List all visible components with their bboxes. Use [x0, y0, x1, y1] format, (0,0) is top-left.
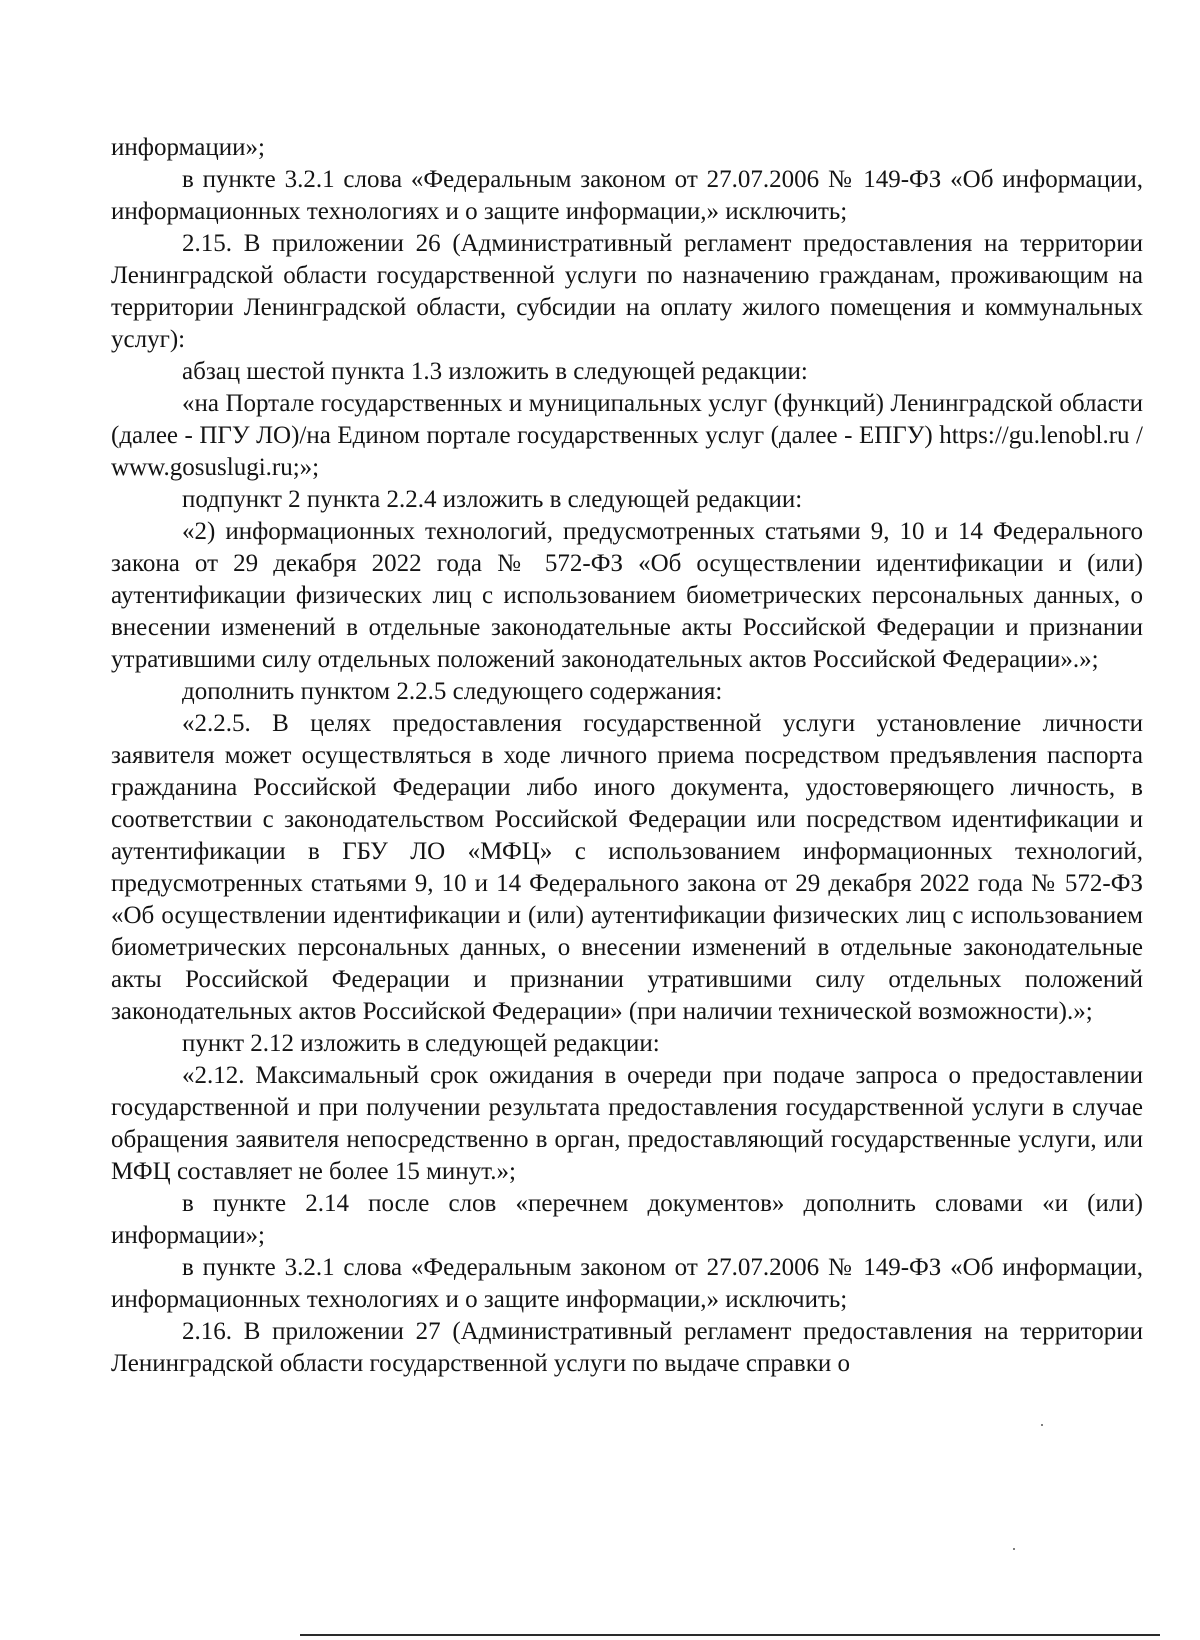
paragraph-2-12-text: «2.12. Максимальный срок ожидания в очереди при подаче запроса о предоставлении государственной и при получении результата предоставления государственной услуги в случае обращения заявителя непосредственно в орган, предоставляющий государственные услуги, или МФЦ составляет не более 15 минут.»; — [111, 1062, 1143, 1185]
paragraph-3-2-1-first: в пункте 3.2.1 слова «Федеральным законом от 27.07.2006 № 149-ФЗ «Об информации, информационных технологиях и о защите информации,» исключить; — [111, 166, 1143, 225]
paragraph-2-2-5-intro: дополнить пунктом 2.2.5 следующего содержания: — [182, 678, 723, 705]
paragraph-2-2-5-text: «2.2.5. В целях предоставления государственной услуги установление личности заявителя может осуществляться в ходе личного приема посредством предъявления паспорта гражданина Российской Федерации либо иного документа, удостоверяющего личность, в соответствии с законодательством Российской Федерации или посредством идентификации и аутентификации в ГБУ ЛО «МФЦ» с использованием информационных технологий, предусмотренных статьями 9, 10 и 14 Федерального закона от 29 декабря 2022 года № 572-ФЗ «Об осуществлении идентификации и (или) аутентификации физических лиц с использованием биометрических персональных данных, о внесении изменений в отдельные законодательные акты Российской Федерации и признании утратившими силу отдельных положений законодательных актов Российской Федерации» (при наличии технической возможности).»; — [111, 710, 1143, 1025]
paragraph-2-12-intro: пункт 2.12 изложить в следующей редакции: — [182, 1030, 660, 1057]
paragraph-2-14: в пункте 2.14 после слов «перечнем документов» дополнить словами «и (или) информации»; — [111, 1190, 1143, 1249]
paragraph-2-15: 2.15. В приложении 26 (Административный регламент предоставления на территории Ленинградской области государственной услуги по назначению гражданам, проживающим на территории Ленинградской области, субсидии на оплату жилого помещения и коммунальных услуг): — [111, 230, 1143, 353]
paragraph-portal-text: «на Портале государственных и муниципальных услуг (функций) Ленинградской области (далее - ПГУ ЛО)/на Едином портале государственных услуг (далее - ЕПГУ) https://gu.lenobl.ru / www.gosuslugi.ru;»; — [111, 390, 1143, 481]
scan-edge-line — [300, 1634, 1160, 1636]
paragraph-3-2-1-second: в пункте 3.2.1 слова «Федеральным законом от 27.07.2006 № 149-ФЗ «Об информации, информационных технологиях и о защите информации,» исключить; — [111, 1254, 1143, 1313]
paragraph-1-3-intro: абзац шестой пункта 1.3 изложить в следующей редакции: — [182, 358, 808, 385]
paragraph-continuation: информации»; — [111, 134, 265, 161]
paragraph-2-16: 2.16. В приложении 27 (Административный регламент предоставления на территории Ленинградской области государственной услуги по выдаче справки о — [111, 1318, 1143, 1377]
document-body — [111, 132, 1143, 1380]
paragraph-2-2-4-text: «2) информационных технологий, предусмотренных статьями 9, 10 и 14 Федерального закона от 29 декабря 2022 года № 572-ФЗ «Об осуществлении идентификации и (или) аутентификации физических лиц с использованием биометрических персональных данных, о внесении изменений в отдельные законодательные акты Российской Федерации и признании утратившими силу отдельных положений законодательных актов Российской Федерации».»; — [111, 518, 1143, 673]
scan-speck — [1013, 1548, 1015, 1550]
paragraph-2-2-4-intro: подпункт 2 пункта 2.2.4 изложить в следующей редакции: — [182, 486, 803, 513]
scan-speck — [1041, 1424, 1043, 1426]
